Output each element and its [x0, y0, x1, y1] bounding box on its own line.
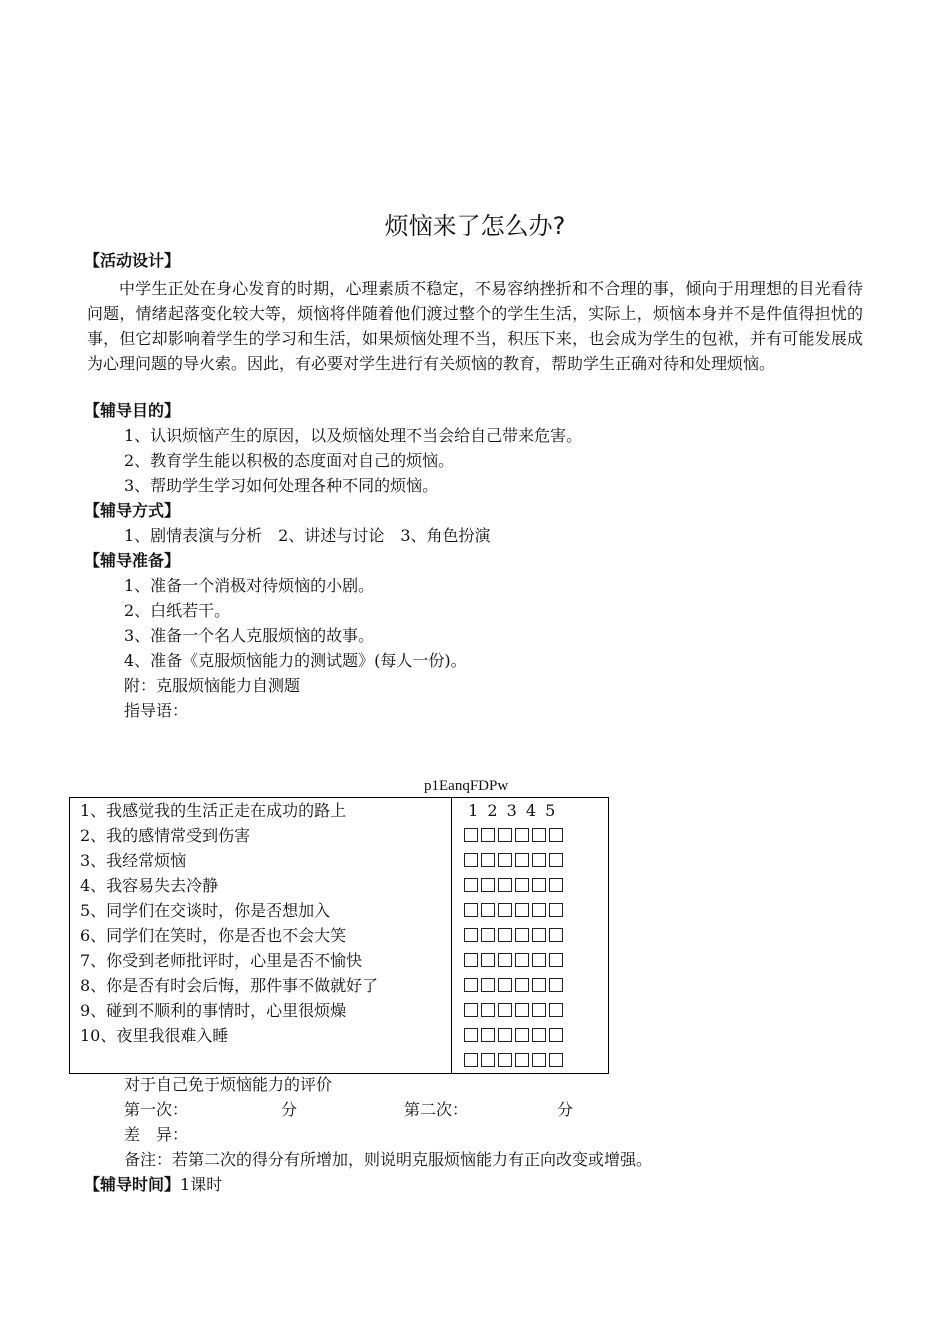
checkbox[interactable]	[481, 828, 495, 842]
blank-row	[70, 1048, 451, 1073]
time-line	[84, 1175, 222, 1195]
question-row: 6、同学们在笑时，你是否也不会大笑	[80, 926, 347, 945]
checkbox[interactable]	[498, 878, 512, 892]
methods-text: 1、剧情表演与分析 2、讲述与讨论 3、角色扮演	[124, 526, 491, 545]
question-row: 8、你是否有时会后悔，那件事不做就好了	[80, 976, 379, 995]
checkbox-group	[452, 1048, 608, 1073]
checkbox[interactable]	[464, 1003, 478, 1017]
checkbox[interactable]	[549, 828, 563, 842]
preparation-item: 3、准备一个名人克服烦恼的故事。	[124, 626, 375, 645]
self-test-table	[69, 797, 609, 1074]
time-heading: 【辅导时间】	[84, 1175, 181, 1194]
checkbox-group	[452, 898, 608, 923]
checkbox[interactable]	[481, 878, 495, 892]
checkbox[interactable]	[515, 828, 529, 842]
checkbox[interactable]	[464, 828, 478, 842]
question-row: 4、我容易失去冷静	[80, 876, 219, 895]
checkbox[interactable]	[481, 903, 495, 917]
question-row: 10、夜里我很难入睡	[80, 1026, 229, 1045]
question-row: 7、你受到老师批评时，心里是否不愉快	[80, 951, 363, 970]
checkbox[interactable]	[481, 1003, 495, 1017]
checkbox[interactable]	[498, 1028, 512, 1042]
checkbox-group	[452, 998, 608, 1023]
goal-item: 3、帮助学生学习如何处理各种不同的烦恼。	[124, 476, 439, 495]
checkbox-group	[452, 948, 608, 973]
first-score-label: 第一次：	[124, 1100, 189, 1119]
checkbox[interactable]	[515, 1003, 529, 1017]
code-mark: p1EanqFDPw	[424, 778, 509, 794]
checkbox[interactable]	[498, 978, 512, 992]
checkbox[interactable]	[515, 1053, 529, 1067]
checkbox[interactable]	[498, 903, 512, 917]
checkbox[interactable]	[532, 1028, 546, 1042]
questions-column	[70, 798, 452, 1074]
checkbox[interactable]	[515, 878, 529, 892]
checkbox[interactable]	[532, 1053, 546, 1067]
checkbox[interactable]	[549, 978, 563, 992]
checkbox[interactable]	[464, 953, 478, 967]
checkbox[interactable]	[549, 953, 563, 967]
checkbox[interactable]	[481, 953, 495, 967]
checkbox[interactable]	[532, 953, 546, 967]
checkbox[interactable]	[498, 928, 512, 942]
question-row: 1、我感觉我的生活正走在成功的路上	[80, 801, 347, 820]
checkbox[interactable]	[515, 903, 529, 917]
checkbox[interactable]	[515, 978, 529, 992]
instructions-label: 指导语：	[124, 701, 189, 720]
checkbox[interactable]	[464, 928, 478, 942]
checkbox[interactable]	[532, 878, 546, 892]
checkbox[interactable]	[481, 853, 495, 867]
answers-column	[452, 798, 609, 1074]
checkbox[interactable]	[549, 853, 563, 867]
checkbox[interactable]	[498, 953, 512, 967]
checkbox-group	[452, 823, 608, 848]
checkbox[interactable]	[532, 978, 546, 992]
checkbox[interactable]	[532, 828, 546, 842]
second-score-label: 第二次：	[404, 1100, 469, 1119]
checkbox[interactable]	[498, 853, 512, 867]
goal-item: 1、认识烦恼产生的原因，以及烦恼处理不当会给自己带来危害。	[124, 426, 583, 445]
checkbox[interactable]	[549, 1003, 563, 1017]
checkbox[interactable]	[481, 928, 495, 942]
checkbox[interactable]	[498, 1003, 512, 1017]
checkbox[interactable]	[549, 928, 563, 942]
question-row: 2、我的感情常受到伤害	[80, 826, 251, 845]
checkbox[interactable]	[515, 853, 529, 867]
checkbox[interactable]	[549, 1053, 563, 1067]
preparation-heading: 【辅导准备】	[84, 551, 181, 570]
evaluation-note: 备注：若第二次的得分有所增加，则说明克服烦恼能力有正向改变或增强。	[124, 1150, 653, 1169]
checkbox[interactable]	[481, 978, 495, 992]
checkbox-group	[452, 973, 608, 998]
question-row: 3、我经常烦恼	[80, 851, 187, 870]
checkbox[interactable]	[498, 828, 512, 842]
rating-scale: 1 2 3 4 5	[468, 801, 558, 820]
preparation-item: 2、白纸若干。	[124, 601, 231, 620]
activity-design-heading: 【活动设计】	[84, 251, 181, 270]
checkbox[interactable]	[464, 978, 478, 992]
time-value: 1课时	[180, 1175, 223, 1194]
checkbox[interactable]	[532, 853, 546, 867]
goals-heading: 【辅导目的】	[84, 401, 181, 420]
methods-heading: 【辅导方式】	[84, 501, 181, 520]
checkbox[interactable]	[532, 1003, 546, 1017]
checkbox[interactable]	[464, 853, 478, 867]
first-score-unit: 分	[281, 1100, 298, 1119]
activity-design-text: 中学生正处在身心发育的时期，心理素质不稳定，不易容纳挫折和不合理的事，倾向于用理想的目光看待问题，情绪起落变化较大等，烦恼将伴随着他们渡过整个的学生生活，实际上，烦恼本身并不是件值得担忧的事，但它却影响着学生的学习和生活，如果烦恼处理不当，积压下来，也会成为学生的包袱，并有可能发展成为心理问题的导火索。因此，有必要对学生进行有关烦恼的教育，帮助学生正确对待和处理烦恼。	[87, 279, 863, 373]
second-score-unit: 分	[557, 1100, 574, 1119]
checkbox[interactable]	[549, 1028, 563, 1042]
question-row: 5、同学们在交谈时，你是否想加入	[80, 901, 331, 920]
page-title: 烦恼来了怎么办?	[384, 212, 566, 240]
checkbox[interactable]	[464, 1053, 478, 1067]
evaluation-intro: 对于自己免于烦恼能力的评价	[124, 1075, 333, 1094]
checkbox[interactable]	[549, 903, 563, 917]
preparation-item: 1、准备一个消极对待烦恼的小剧。	[124, 576, 375, 595]
checkbox-group	[452, 923, 608, 948]
checkbox[interactable]	[532, 928, 546, 942]
question-row: 9、碰到不顺利的事情时，心里很烦燥	[80, 1001, 347, 1020]
checkbox[interactable]	[515, 1028, 529, 1042]
checkbox-group	[452, 873, 608, 898]
checkbox[interactable]	[464, 903, 478, 917]
preparation-item: 4、准备《克服烦恼能力的测试题》(每人一份)。	[124, 651, 467, 670]
checkbox[interactable]	[515, 953, 529, 967]
checkbox[interactable]	[464, 1028, 478, 1042]
checkbox[interactable]	[481, 1053, 495, 1067]
checkbox[interactable]	[532, 903, 546, 917]
checkbox[interactable]	[464, 878, 478, 892]
checkbox[interactable]	[549, 878, 563, 892]
appendix-label: 附：克服烦恼能力自测题	[124, 676, 301, 695]
goal-item: 2、教育学生能以积极的态度面对自己的烦恼。	[124, 451, 455, 470]
checkbox-group	[452, 1023, 608, 1048]
difference-label: 差 异：	[124, 1125, 189, 1144]
checkbox[interactable]	[515, 928, 529, 942]
checkbox-group	[452, 848, 608, 873]
checkbox[interactable]	[481, 1028, 495, 1042]
checkbox[interactable]	[498, 1053, 512, 1067]
